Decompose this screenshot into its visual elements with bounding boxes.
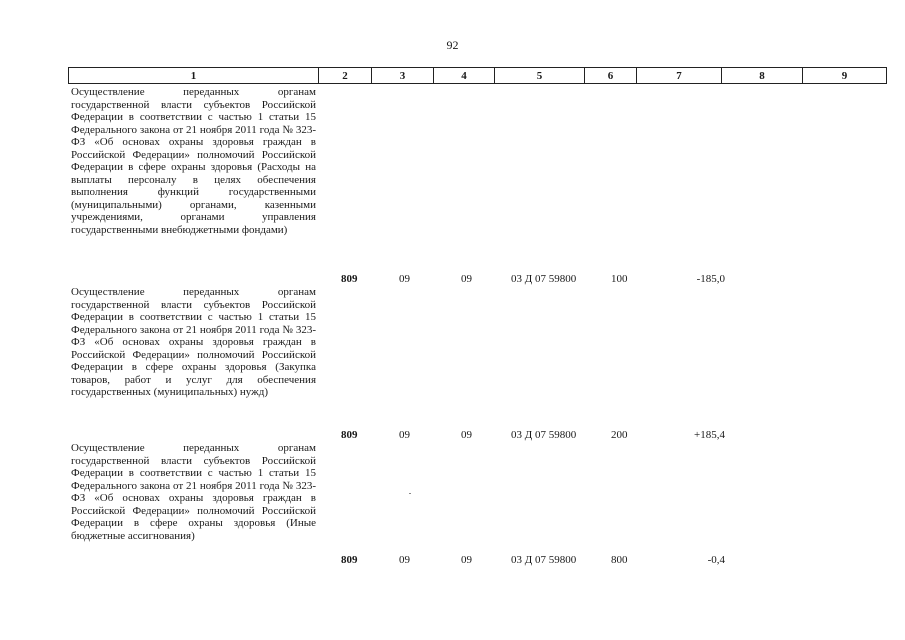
amount-value: -0,4	[707, 554, 725, 566]
target-article-code: 03 Д 07 59800	[511, 554, 577, 566]
row-description: Осуществление переданных органам государственной власти субъектов Российской Федерации в соответствии с частью 1 статьи 15 Федерального закона от 21 ноября 2011 года № 323-ФЗ «Об основах охраны здоровья граждан в Российской Федерации» полномочий Российской Федерации в сфере охраны здоровья (Иные бюджетные ассигнования)	[71, 442, 316, 542]
expense-type-code: 200	[611, 429, 628, 441]
column-header-1: 1	[69, 68, 319, 84]
column-header-table	[68, 67, 887, 84]
ministry-code: 809	[341, 554, 358, 566]
amount-value: -185,0	[696, 273, 725, 285]
subsection-code: 09	[461, 273, 472, 285]
subsection-code: 09	[461, 554, 472, 566]
target-article-code: 03 Д 07 59800	[511, 273, 577, 285]
subsection-code: 09	[461, 429, 472, 441]
target-article-code: 03 Д 07 59800	[511, 429, 577, 441]
column-header-row	[69, 68, 887, 84]
page-number: 92	[446, 38, 459, 52]
column-header-9: 9	[803, 68, 887, 84]
expense-type-code: 100	[611, 273, 628, 285]
amount-value: +185,4	[694, 429, 725, 441]
scan-speck	[409, 493, 411, 494]
column-header-4: 4	[434, 68, 495, 84]
column-header-7: 7	[637, 68, 722, 84]
column-header-2: 2	[319, 68, 372, 84]
column-header-8: 8	[722, 68, 803, 84]
ministry-code: 809	[341, 429, 358, 441]
ministry-code: 809	[341, 273, 358, 285]
expense-type-code: 800	[611, 554, 628, 566]
row-description: Осуществление переданных органам государственной власти субъектов Российской Федерации в соответствии с частью 1 статьи 15 Федерального закона от 21 ноября 2011 года № 323-ФЗ «Об основах охраны здоровья граждан в Российской Федерации» полномочий Российской Федерации в сфере охраны здоровья (Расходы на выплаты персоналу в целях обеспечения выполнения функций государственными (муниципальными) органами, казенными учреждениями, органами управления государственными внебюджетными фондами)	[71, 86, 316, 236]
row-description: Осуществление переданных органам государственной власти субъектов Российской Федерации в соответствии с частью 1 статьи 15 Федерального закона от 21 ноября 2011 года № 323-ФЗ «Об основах охраны здоровья граждан в Российской Федерации» полномочий Российской Федерации в сфере охраны здоровья (Закупка товаров, работ и услуг для обеспечения государственных (муниципальных) нужд)	[71, 286, 316, 398]
column-header-6: 6	[585, 68, 637, 84]
section-code: 09	[399, 429, 410, 441]
section-code: 09	[399, 554, 410, 566]
section-code: 09	[399, 273, 410, 285]
column-header-3: 3	[372, 68, 434, 84]
column-header-5: 5	[495, 68, 585, 84]
